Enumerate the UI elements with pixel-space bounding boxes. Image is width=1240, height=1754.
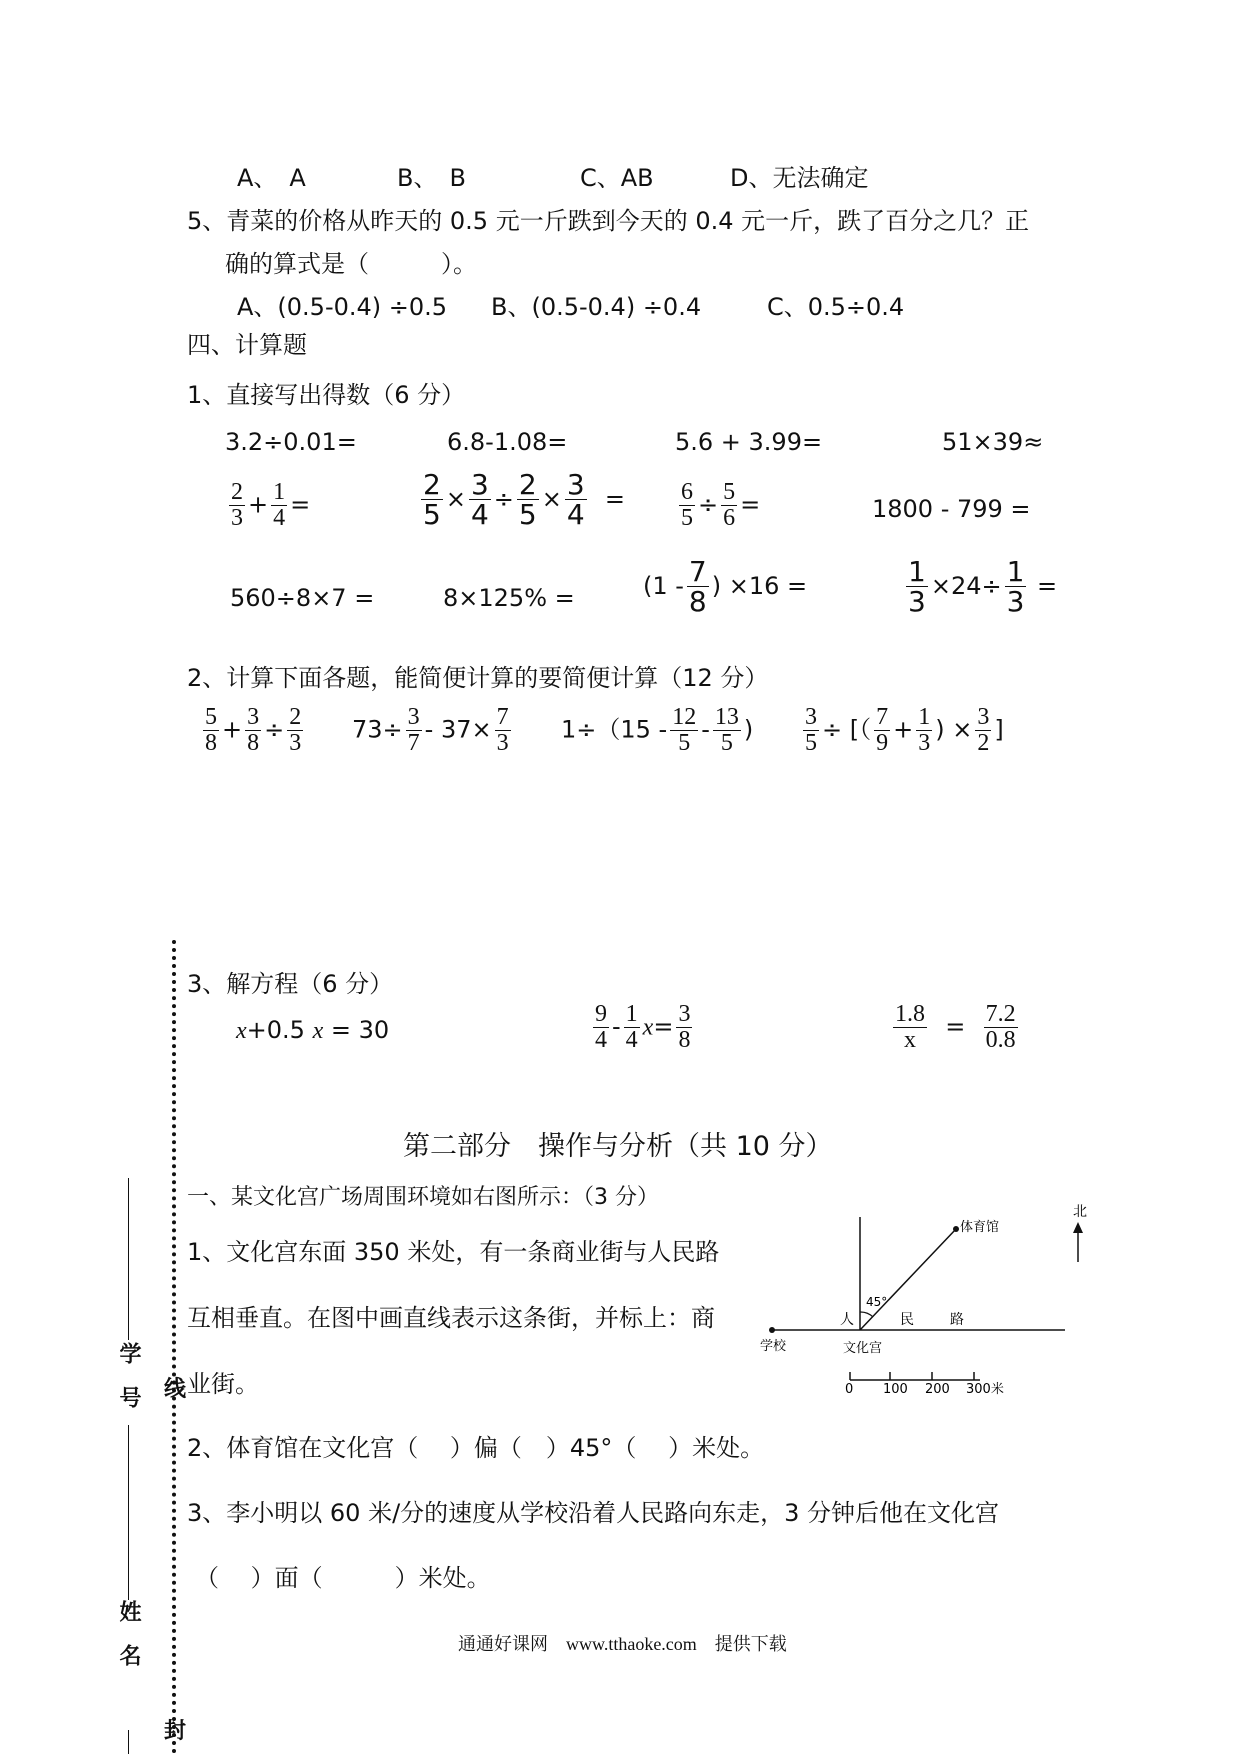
stadium-label: 体育馆 — [960, 1220, 1000, 1235]
school-label: 学校 — [760, 1339, 787, 1354]
calc-r1c1: 3.2÷0.01= — [225, 428, 357, 456]
part2-q2: 2、体育馆在文化宫（ ）偏（ ）45°（ ）米处。 — [187, 1434, 765, 1462]
calc-r3c2: 8×125% = — [443, 584, 575, 612]
part2-q1-line3: 业街。 — [187, 1370, 259, 1398]
q5-line1: 5、青菜的价格从昨天的 0.5 元一斤跌到今天的 0.4 元一斤，跌了百分之几？正 — [187, 207, 1030, 235]
part2-q1-line1: 1、文化宫东面 350 米处，有一条商业街与人民路 — [187, 1238, 720, 1266]
calc-r2c2: $\frac{2}{5}$ × $\frac{3}{4}$ ÷ $\frac{2}{5}$ × $\frac{3}{4}$ = — [423, 468, 626, 532]
footer-text: 通通好课网 www.tthaoke.com 提供下载 — [458, 1634, 787, 1654]
q4-option-b: B、 B — [397, 164, 466, 192]
q4-option-a: A、 A — [237, 164, 306, 192]
calc-r2c1: $\frac{2}{3}$ + $\frac{1}{4}$ = — [231, 479, 311, 532]
road-char-2: 民 — [900, 1312, 914, 1328]
feng-label: 封 — [164, 1719, 187, 1744]
q3-title: 3、解方程（6 分） — [187, 970, 394, 998]
calc-r1c4: 51×39≈ — [942, 428, 1044, 456]
section-title: 四、计算题 — [187, 331, 307, 359]
calc-r3c4: $\frac{1}{3}$ ×24÷ $\frac{1}{3}$ = — [908, 555, 1058, 619]
xian-label: 线 — [164, 1377, 187, 1402]
calc-q2-1: $\frac{5}{8}$ + $\frac{3}{8}$ ÷ $\frac{2}{3}$ — [205, 704, 302, 757]
palace-label: 文化宫 — [843, 1341, 883, 1356]
calc-r1c3: 5.6 + 3.99= — [675, 428, 823, 456]
calc-q2-2: 73÷ $\frac{3}{7}$ - 37× $\frac{7}{3}$ — [352, 704, 509, 757]
xingming-label: 姓 名 — [116, 1600, 141, 1666]
stadium-dot — [953, 1226, 959, 1232]
q1-title: 1、直接写出得数（6 分） — [187, 381, 466, 409]
part2-title: 第二部分 操作与分析（共 10 分） — [403, 1131, 833, 1162]
part2-intro: 一、某文化宫广场周围环境如右图所示：（3 分） — [187, 1185, 659, 1210]
calc-r3c3: (1 - $\frac{7}{8}$ ) ×16 = — [643, 555, 808, 619]
binding-dotted-line — [172, 940, 176, 1754]
road-char-3: 路 — [950, 1312, 964, 1328]
map-diagram — [760, 1200, 1110, 1410]
angle-label: 45° — [866, 1295, 888, 1309]
bottom-line — [128, 1730, 129, 1754]
calc-q2-3: 1÷（15 - $\frac{12}{5}$ - $\frac{13}{5}$ ) — [561, 704, 754, 757]
scale-200: 200 — [925, 1382, 950, 1397]
equation-2: $\frac{9}{4}$ - $\frac{1}{4}$ x= $\frac{3}{8}$ — [595, 1001, 691, 1054]
calc-q2-4: $\frac{3}{5}$ ÷ [（ $\frac{7}{9}$ + $\frac{1}{3}$ ) × $\frac{3}{2}$ ] — [805, 704, 1004, 757]
part2-q3-line2: （ ）面（ ）米处。 — [195, 1564, 491, 1592]
q5-option-b: B、(0.5-0.4) ÷0.4 — [491, 293, 702, 321]
school-dot — [769, 1327, 775, 1333]
north-label: 北 — [1073, 1204, 1087, 1220]
q5-option-a: A、(0.5-0.4) ÷0.5 — [237, 293, 448, 321]
calc-r3c1: 560÷8×7 = — [230, 584, 375, 612]
scale-300: 300米 — [966, 1382, 1004, 1397]
q2-title: 2、计算下面各题，能简便计算的要简便计算（12 分） — [187, 664, 769, 692]
calc-r2c4: 1800 - 799 = — [872, 495, 1031, 523]
scale-100: 100 — [883, 1382, 908, 1397]
q5-line2: 确的算式是（ ）。 — [225, 250, 477, 278]
q4-option-d: D、无法确定 — [730, 164, 869, 192]
road-char-1: 人 — [840, 1312, 854, 1328]
q4-option-c: C、AB — [580, 164, 654, 192]
part2-q3-line1: 3、李小明以 60 米/分的速度从学校沿着人民路向东走，3 分钟后他在文化宫 — [187, 1499, 1000, 1527]
calc-r2c3: $\frac{6}{5}$ ÷ $\frac{5}{6}$ = — [681, 479, 761, 532]
part2-q1-line2: 互相垂直。在图中画直线表示这条街，并标上：商 — [187, 1304, 715, 1332]
xuehao-line — [128, 1178, 129, 1340]
calc-r1c2: 6.8-1.08= — [447, 428, 568, 456]
xuehao-label: 学 号 — [116, 1342, 141, 1408]
scale-0: 0 — [845, 1382, 854, 1397]
equation-1: x+0.5 x = 30 — [236, 1016, 390, 1044]
xingming-line — [128, 1425, 129, 1600]
north-arrow-head — [1073, 1222, 1083, 1233]
q5-option-c: C、0.5÷0.4 — [767, 293, 905, 321]
angle-arc — [860, 1312, 873, 1317]
equation-3: $\frac{1.8}{x}$ = $\frac{7.2}{0.8}$ — [895, 1001, 1016, 1054]
